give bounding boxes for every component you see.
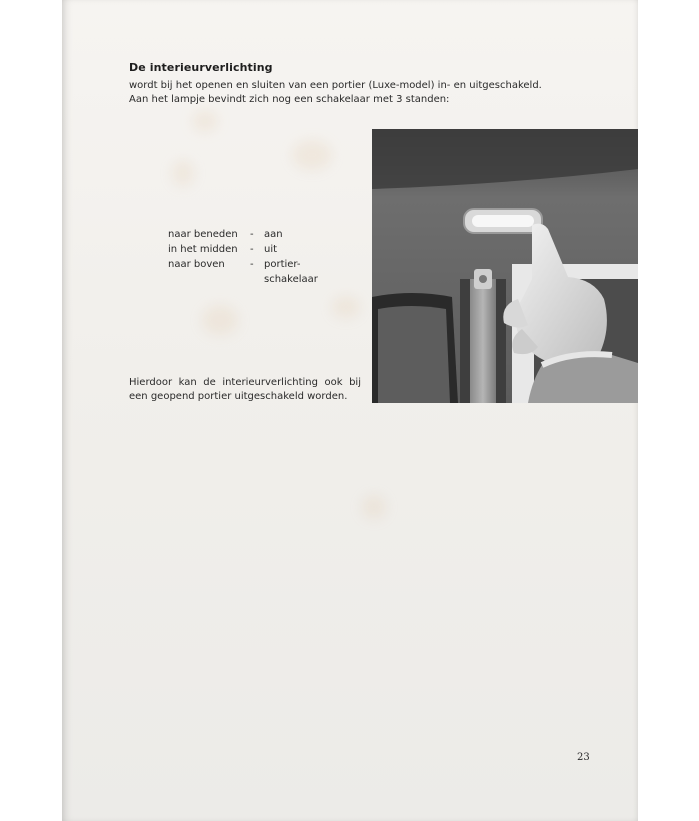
switch-position: in het midden (168, 244, 238, 255)
switch-positions-list (168, 227, 334, 287)
switch-state: uit (264, 244, 278, 255)
interior-light-illustration (372, 129, 638, 403)
switch-position-row (168, 257, 334, 287)
switch-position-row (168, 227, 334, 242)
closing-paragraph (129, 376, 361, 404)
separator: - (250, 259, 254, 270)
interior-light-photo (372, 129, 638, 403)
switch-state: aan (264, 229, 283, 240)
closing-text: Hierdoor kan de interieurverlichting ook bij een geopend portier uitgeschakeld worden. (129, 377, 361, 402)
intro-paragraph (129, 79, 579, 107)
switch-position: naar beneden (168, 229, 238, 240)
intro-line: Aan het lampje bevindt zich nog een schakelaar met 3 standen: (129, 94, 450, 105)
section-heading: De interieurverlichting (129, 61, 273, 74)
separator: - (250, 244, 254, 255)
switch-position: naar boven (168, 259, 225, 270)
book-page (62, 0, 638, 821)
switch-position-row (168, 242, 334, 257)
page-number: 23 (577, 752, 590, 763)
switch-state: portier- schakelaar (264, 259, 318, 285)
intro-line: wordt bij het openen en sluiten van een portier (Luxe-model) in- en uitgeschakeld. (129, 80, 542, 91)
separator: - (250, 229, 254, 240)
